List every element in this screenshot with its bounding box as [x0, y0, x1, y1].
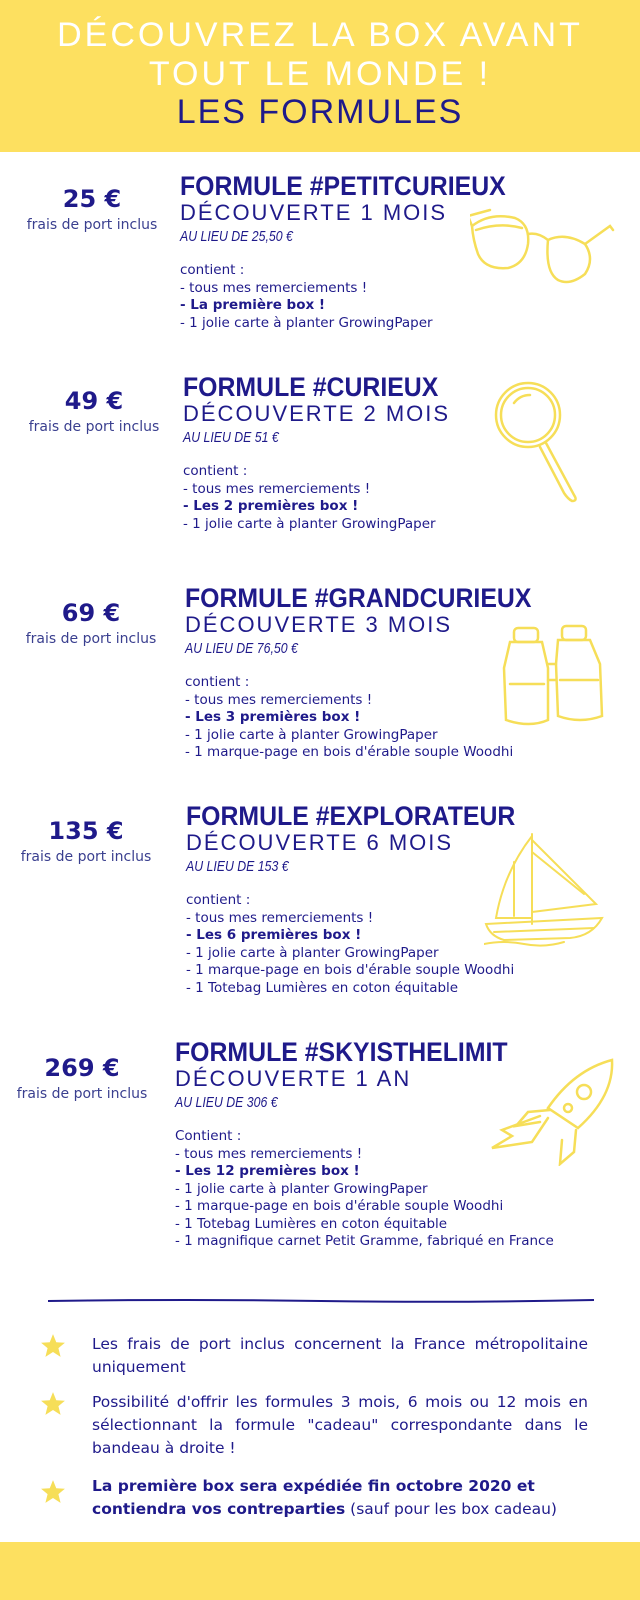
contents-label: contient : [185, 674, 250, 690]
plan-subtitle: DÉCOUVERTE 1 AN [175, 1066, 412, 1091]
price-block [2, 1053, 162, 1105]
footer-banner [0, 1542, 640, 1600]
contents-label: Contient : [175, 1128, 242, 1144]
star-icon [40, 1333, 66, 1359]
list-item: - tous mes remerciements ! [180, 279, 368, 296]
list-item: - 1 magnifique carnet Petit Gramme, fabriqué en France [175, 1233, 554, 1249]
list-item: - 1 jolie carte à planter GrowingPaper [186, 944, 439, 961]
divider [48, 1299, 594, 1303]
binoculars-icon [500, 624, 620, 734]
rocket-icon [488, 1056, 623, 1166]
list-item: - Les 12 premières box ! [175, 1163, 360, 1179]
note-text: Les frais de port inclus concernent la France métropolitaine uniquement [92, 1335, 588, 1376]
plan-explorateur [0, 802, 640, 1012]
plan-curieux [0, 373, 640, 543]
note-text [92, 1475, 588, 1521]
list-item: - Les 3 premières box ! [185, 709, 361, 725]
list-item: - 1 Totebag Lumières en coton équitable [175, 1215, 448, 1232]
original-price: AU LIEU DE 76,50 € [185, 640, 298, 657]
price-block [6, 816, 166, 868]
contents-label: contient : [180, 262, 245, 278]
header-line-2: TOUT LE MONDE ! [148, 55, 492, 93]
note-bold-text: La première box sera expédiée fin octobre 2020 et contiendra vos contreparties [92, 1477, 535, 1518]
plan-description [183, 373, 461, 533]
magnifying-glass-icon [490, 377, 585, 507]
glasses-icon [470, 204, 615, 294]
plan-subtitle: DÉCOUVERTE 3 MOIS [185, 612, 453, 637]
plan-subtitle: DÉCOUVERTE 6 MOIS [186, 830, 454, 855]
plan-title: FORMULE #EXPLORATEUR [186, 801, 516, 831]
price: 269 € [44, 1054, 120, 1082]
shipping-note: frais de port inclus [20, 849, 152, 865]
price-block [14, 386, 174, 438]
list-item: - La première box ! [180, 297, 326, 313]
shipping-note: frais de port inclus [28, 419, 160, 435]
plan-grandcurieux [0, 584, 640, 774]
shipping-note: frais de port inclus [26, 217, 158, 233]
list-item: - 1 jolie carte à planter GrowingPaper [180, 314, 433, 331]
price: 69 € [61, 599, 121, 627]
plan-subtitle: DÉCOUVERTE 2 MOIS [183, 401, 451, 426]
note-shipping-date [40, 1475, 588, 1521]
list-item: - tous mes remerciements ! [186, 909, 374, 926]
list-item: - 1 marque-page en bois d'érable souple Woodhi [185, 744, 514, 760]
plan-title: FORMULE #PETITCURIEUX [180, 171, 506, 201]
list-item: - Les 6 premières box ! [186, 927, 362, 943]
list-item: - tous mes remerciements ! [185, 691, 373, 708]
list-item: - Les 2 premières box ! [183, 498, 359, 514]
contents-label: contient : [183, 463, 248, 479]
note-gift [40, 1391, 588, 1460]
price: 49 € [64, 387, 124, 415]
plan-title: FORMULE #CURIEUX [183, 372, 439, 402]
plan-contents [183, 463, 461, 533]
list-item: - 1 jolie carte à planter GrowingPaper [185, 726, 438, 743]
list-item: - 1 marque-page en bois d'érable souple Woodhi [186, 962, 515, 978]
note-text: Possibilité d'offrir les formules 3 mois, 6 mois ou 12 mois en sélectionnant la formule "cadeau" correspondante dans le bandeau à droite ! [92, 1393, 588, 1457]
original-price: AU LIEU DE 25,50 € [180, 228, 293, 245]
note-shipping [40, 1333, 588, 1379]
original-price: AU LIEU DE 306 € [175, 1094, 278, 1111]
header-line-1: DÉCOUVREZ LA BOX AVANT [57, 16, 583, 54]
price-block [12, 184, 172, 236]
list-item: - tous mes remerciements ! [183, 480, 371, 497]
header-banner [0, 0, 640, 152]
contents-label: contient : [186, 892, 251, 908]
star-icon [40, 1479, 66, 1505]
plan-title: FORMULE #SKYISTHELIMIT [175, 1037, 508, 1067]
shipping-note: frais de port inclus [16, 1086, 148, 1102]
plan-skyisthelimit [0, 1038, 640, 1258]
shipping-note: frais de port inclus [25, 631, 157, 647]
price-block [11, 598, 171, 650]
plan-title: FORMULE #GRANDCURIEUX [185, 583, 532, 613]
original-price: AU LIEU DE 51 € [183, 429, 279, 446]
list-item: - 1 marque-page en bois d'érable souple Woodhi [175, 1198, 504, 1214]
price: 25 € [62, 185, 122, 213]
list-item: - 1 Totebag Lumières en coton équitable [186, 979, 459, 996]
price: 135 € [48, 817, 124, 845]
original-price: AU LIEU DE 153 € [186, 858, 289, 875]
plan-petitcurieux [0, 172, 640, 342]
star-icon [40, 1391, 66, 1417]
list-item: - tous mes remerciements ! [175, 1145, 363, 1162]
list-item: - 1 jolie carte à planter GrowingPaper [175, 1180, 428, 1197]
plan-subtitle: DÉCOUVERTE 1 MOIS [180, 200, 448, 225]
list-item: - 1 jolie carte à planter GrowingPaper [183, 515, 436, 532]
page-title: LES FORMULES [176, 93, 464, 131]
sailboat-icon [484, 832, 612, 947]
note-rest-text: (sauf pour les box cadeau) [345, 1500, 557, 1518]
